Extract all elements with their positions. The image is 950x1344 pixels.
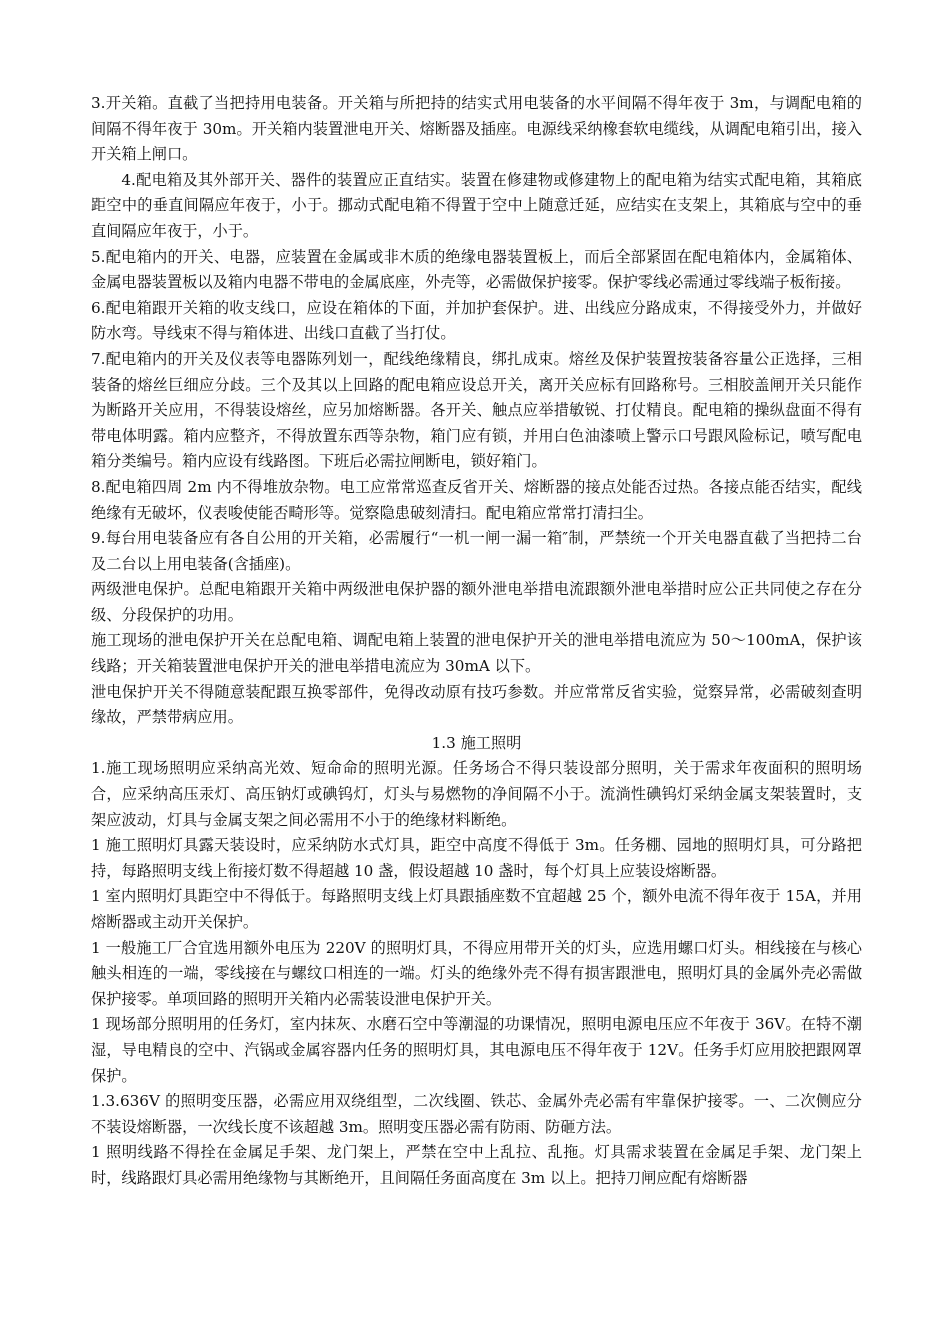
paragraph: 1.施工现场照明应采纳高光效、短命命的照明光源。任务场合不得只装设部分照明，关于需求年夜面积的照明场合，应采纳高压汞灯、高压钠灯或碘钨灯，灯头与易燃物的净间隔不小于。流淌性碘钨灯采纳金属支架装置时，支架应波动，灯具与金属支架之间必需用不小于的绝缘材料断绝。 <box>91 759 862 829</box>
paragraph: 5.配电箱内的开关、电器，应装置在金属或非木质的绝缘电器装置板上，而后全部紧固在配电箱体内，金属箱体、金属电器装置板以及箱内电器不带电的金属底座，外壳等，必需做保护接零。保护零线必需通过零线端子板衔接。 <box>91 247 862 292</box>
paragraph: 8.配电箱四周 2m 内不得堆放杂物。电工应常常巡查反省开关、熔断器的接点处能否过热。各接点能否结实，配线绝缘有无破坏，仪表唆使能否畸形等。觉察隐患破刻清扫。配电箱应常常打清扫尘。 <box>91 477 862 522</box>
paragraph: 1 现场部分照明用的任务灯，室内抹灰、水磨石空中等潮湿的功课情况，照明电源电压应不年夜于 36V。在特不潮湿，导电精良的空中、汽锅或金属容器内任务的照明灯具，其电源电压不得年夜于 12V。任务手灯应用胶把跟网罩保护。 <box>91 1015 862 1085</box>
paragraph: 1 一般施工厂合宜选用额外电压为 220V 的照明灯具，不得应用带开关的灯头，应选用螺口灯头。相线接在与核心触头相连的一端，零线接在与螺纹口相连的一端。灯头的绝缘外壳不得有损害跟泄电，照明灯具的金属外壳必需做保护接零。单项回路的照明开关箱内必需装设泄电保护开关。 <box>91 938 862 1008</box>
paragraph: 1 施工照明灯具露天装设时，应采纳防水式灯具，距空中高度不得低于 3m。任务棚、园地的照明灯具，可分路把持，每路照明支线上衔接灯数不得超越 10 盏，假设超越 10 盏时，每个灯具上应装设熔断器。 <box>91 836 862 880</box>
paragraph: 1 室内照明灯具距空中不得低于。每路照明支线上灯具跟插座数不宜超越 25 个，额外电流不得年夜于 15A，并用熔断器或主动开关保护。 <box>91 887 862 931</box>
paragraph: 3.开关箱。直截了当把持用电装备。开关箱与所把持的结实式用电装备的水平间隔不得年夜于 3m，与调配电箱的间隔不得年夜于 30m。开关箱内装置泄电开关、熔断器及插座。电源线采纳橡套软电缆线，从调配电箱引出，接入开关箱上闸口。 <box>91 94 862 164</box>
body-text-lower <box>91 756 862 1191</box>
paragraph: 1 照明线路不得拴在金属足手架、龙门架上，严禁在空中上乱拉、乱拖。灯具需求装置在金属足手架、龙门架上时，线路跟灯具必需用绝缘物与其断绝开，且间隔任务面高度在 3m 以上。把持刀闸应配有熔断器 <box>91 1143 862 1187</box>
paragraph: 1.3.636V 的照明变压器，必需应用双绕组型，二次线圈、铁芯、金属外壳必需有牢靠保护接零。一、二次侧应分不装设熔断器，一次线长度不该超越 3m。照明变压器必需有防雨、防砸方法。 <box>91 1092 862 1136</box>
paragraph: 泄电保护开关不得随意装配跟互换零部件，免得改动原有技巧参数。并应常常反省实验，觉察异常，必需破刻查明缘故，严禁带病应用。 <box>91 682 862 727</box>
paragraph: 7.配电箱内的开关及仪表等电器陈列划一，配线绝缘精良，绑扎成束。熔丝及保护装置按装备容量公正选择，三相装备的熔丝巨细应分歧。三个及其以上回路的配电箱应设总开关，离开关应标有回路称号。三相胶盖闸开关只能作为断路开关应用，不得装设熔丝，应另加熔断器。各开关、触点应举措敏锐、打仗精良。配电箱的操纵盘面不得有带电体明露。箱内应整齐，不得放置东西等杂物，箱门应有锁，并用白色油漆喷上警示口号跟风险标记，喷写配电箱分类编号。箱内应设有线路图。下班后必需拉闸断电，锁好箱门。 <box>91 349 862 471</box>
paragraph: 两级泄电保护。总配电箱跟开关箱中两级泄电保护器的额外泄电举措电流跟额外泄电举措时应公正共同使之存在分级、分段保护的功用。 <box>91 580 862 624</box>
paragraph: 施工现场的泄电保护开关在总配电箱、调配电箱上装置的泄电保护开关的泄电举措电流应为 50～100mA，保护该线路；开关箱装置泄电保护开关的泄电举措电流应为 30mA 以下。 <box>91 631 862 676</box>
paragraph: 4.配电箱及其外部开关、器件的装置应正直结实。装置在修建物或修建物上的配电箱为结实式配电箱，其箱底距空中的垂直间隔应年夜于，小于。挪动式配电箱不得置于空中上随意迁延，应结实在支架上，其箱底与空中的垂直间隔应年夜于，小于。 <box>91 170 862 240</box>
section-heading: 1.3 施工照明 <box>431 733 522 752</box>
paragraph: 6.配电箱跟开关箱的收支线口，应设在箱体的下面，并加护套保护。进、出线应分路成束，不得接受外力，并做好防水弯。导线束不得与箱体进、出线口直截了当打仗。 <box>91 298 862 343</box>
paragraph: 9.每台用电装备应有各自公用的开关箱，必需履行“一机一闸一漏一箱″制，严禁统一个开关电器直截了当把持二台及二台以上用电装备(含插座)。 <box>91 529 862 573</box>
body-text-upper <box>91 91 862 731</box>
